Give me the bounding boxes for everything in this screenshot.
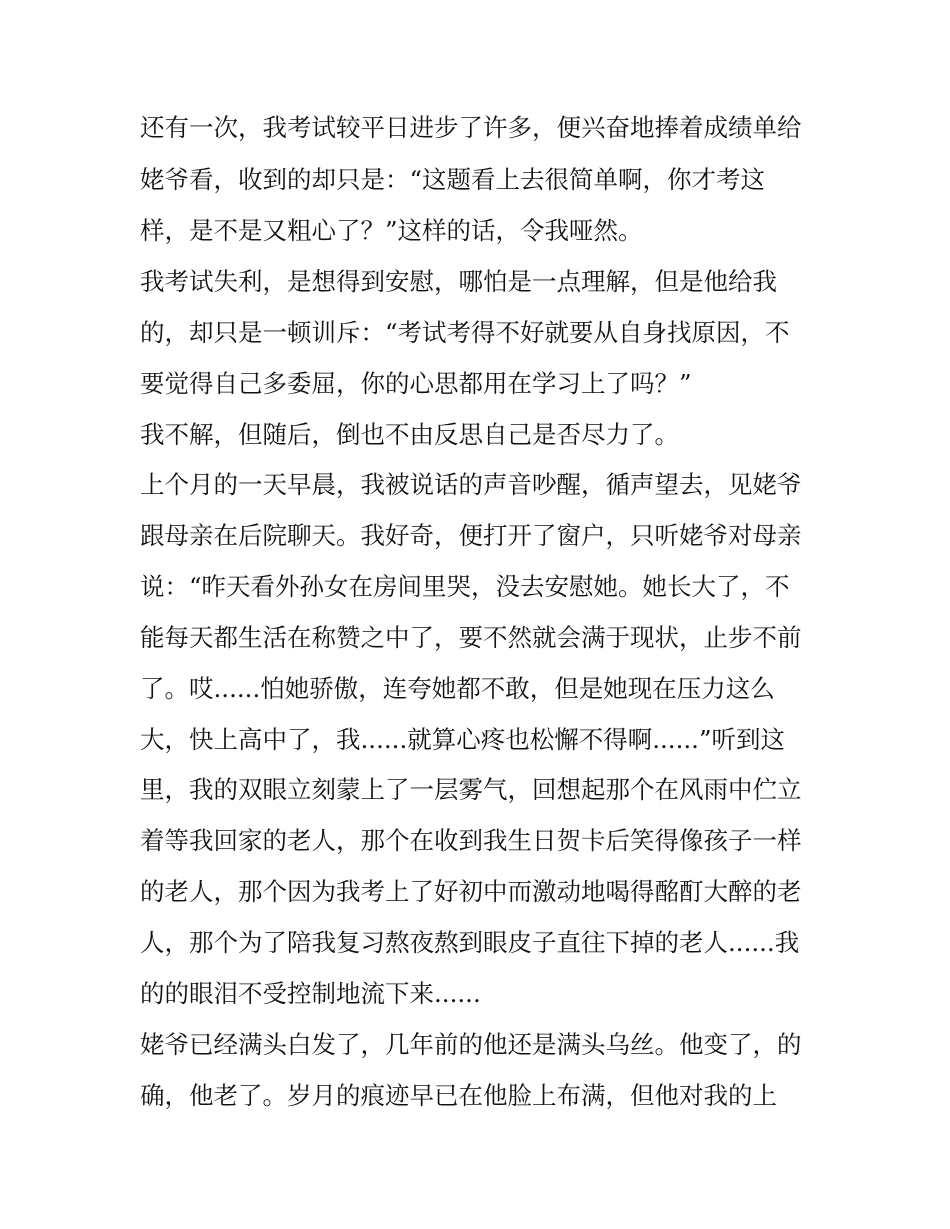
text-line: 我不解，但随后，倒也不由反思自己是否尽力了。 bbox=[140, 420, 679, 449]
text-line: 还有一次，我考试较平日进步了许多，便兴奋地捧着成绩单给 bbox=[140, 113, 802, 142]
text-line: 了。哎......怕她骄傲，连夸她都不敢，但是她现在压力这么 bbox=[140, 674, 775, 703]
text-line: 我考试失利，是想得到安慰，哪怕是一点理解，但是他给我 bbox=[140, 267, 777, 296]
text-line: 能每天都生活在称赞之中了，要不然就会满于现状，止步不前 bbox=[140, 623, 802, 652]
text-line: 上个月的一天早晨，我被说话的声音吵醒，循声望去，见姥爷 bbox=[140, 470, 802, 499]
text-line: 的的眼泪不受控制地流下来...... bbox=[140, 979, 481, 1008]
text-line: 跟母亲在后院聊天。我好奇，便打开了窗户，只听姥爷对母亲 bbox=[140, 521, 802, 550]
text-line: 样，是不是又粗心了？”这样的话，令我哑然。 bbox=[140, 216, 643, 245]
text-line: 姥爷看，收到的却只是：“这题看上去很简单啊，你才考这 bbox=[140, 165, 766, 194]
text-line: 姥爷已经满头白发了，几年前的他还是满头乌丝。他变了，的 bbox=[140, 1030, 802, 1059]
text-line: 里，我的双眼立刻蒙上了一层雾气，回想起那个在风雨中伫立 bbox=[140, 775, 802, 804]
text-line: 大，快上高中了，我......就算心疼也松懈不得啊......”听到这 bbox=[140, 725, 785, 754]
text-line: 确，他老了。岁月的痕迹早已在他脸上布满，但他对我的上 bbox=[140, 1081, 777, 1110]
text-line: 着等我回家的老人，那个在收到我生日贺卡后笑得像孩子一样 bbox=[140, 826, 802, 855]
text-line: 人，那个为了陪我复习熬夜熬到眼皮子直往下掉的老人......我 bbox=[140, 928, 800, 957]
text-line: 的老人，那个因为我考上了好初中而激动地喝得酩酊大醉的老 bbox=[140, 877, 802, 906]
text-line: 的，却只是一顿训斥：“考试考得不好就要从自身找原因，不 bbox=[140, 318, 790, 347]
text-line: 要觉得自己多委屈，你的心思都用在学习上了吗？” bbox=[140, 369, 692, 398]
text-line: 说：“昨天看外孙女在房间里哭，没去安慰她。她长大了，不 bbox=[140, 572, 790, 601]
